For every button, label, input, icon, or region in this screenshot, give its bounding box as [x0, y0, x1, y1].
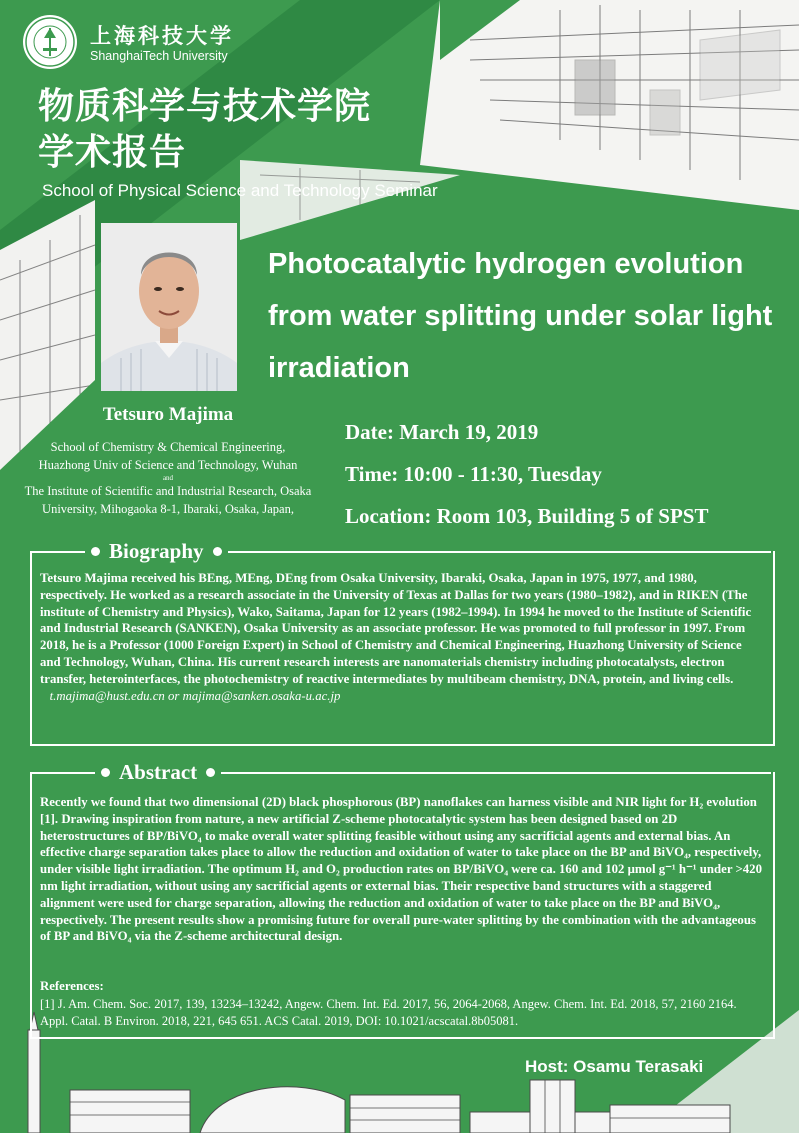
host-name: Host: Osamu Terasaki — [525, 1057, 704, 1076]
speaker-email: t.majima@hust.edu.cn or majima@sanken.osaka-u.ac.jp — [49, 688, 341, 703]
talk-location: Location: Room 103, Building 5 of SPST — [345, 504, 709, 528]
abstract-heading — [95, 760, 221, 785]
affiliation-1: School of Chemistry & Chemical Engineering, Huazhong Univ of Science and Technology, Wuhan — [38, 440, 298, 472]
bullet-dot — [213, 547, 222, 556]
talk-title: Photocatalytic hydrogen evolution from water splitting under solar light irradiation — [268, 248, 773, 384]
speaker-name: Tetsuro Majima — [102, 404, 234, 425]
references-text: [1] J. Am. Chem. Soc. 2017, 139, 13234–13242, Angew. Chem. Int. Ed. 2017, 56, 2064-2068, Angew. Chem. Int. Ed. 2018, 57, 2160 2164. Appl. Catal. B Environ. 2018, 221, 645 651. ACS Catal. 2019, DOI: 10.1021/acscatal.8b05081. — [40, 997, 737, 1028]
bullet-dot — [101, 768, 110, 777]
school-name-cn: 物质科学与技术学院 学术报告 — [38, 86, 372, 173]
seminar-subtitle: School of Physical Science and Technology Seminar — [42, 181, 438, 200]
affiliation-2: The Institute of Scientific and Industrial Research, Osaka University, Mihogaoka 8-1, Ibaraki, Osaka, Japan, — [24, 484, 312, 516]
biography-heading — [85, 539, 228, 564]
speaker-photo — [101, 223, 237, 391]
talk-time: Time: 10:00 - 11:30, Tuesday — [345, 462, 602, 486]
speaker-affiliation — [0, 438, 336, 518]
university-name-cn: 上海科技大学 — [90, 24, 234, 48]
biography-heading-label: Biography — [109, 539, 204, 563]
biography-body: Tetsuro Majima received his BEng, MEng, DEng from Osaka University, Ibaraki, Osaka, Japan in 1975, 1977, and 1980, respectively. He worked as a research associate in the University of Texas at Dallas for two years (1980–1982), and in RIKEN (The institute of Chemistry and Physics), Wako, Saitama, Japan for 12 years (1982–1994). In 1994 he moved to the Institute of Scientific and Industrial Research (SANKEN), Osaka University as an associate professor. He was promoted to full professor in 1997. From 2018, he is a Professor (1000 Foreign Expert) in School of Chemistry and Chemical Engineering, Huazhong University of Science and Technology, Wuhan, China. His current research interests are nanomaterials chemistry including photocatalysts, electron transfer, heterointerfaces, the photochemistry of reactive intermediates by multibeam chemistry, DNA, protein, and living cells. — [40, 571, 752, 686]
bullet-dot — [91, 547, 100, 556]
abstract-text: Recently we found that two dimensional (2D) black phosphorous (BP) nanoflakes can harness visible and NIR light for H₂ evolution [1]. Drawing inspiration from nature, a new artificial Z-scheme photocatalytic system has been designed based on 2D heterostructures of BP/BiVO₄ to make overall water splitting feasible without using any sacrificial agents and external bias. An effective charge separation takes place to allow the reduction and oxidation of water to take place on the BP and BiVO₄, respectively, under visible light irradiation. The optimum H₂ and O₂ production rates on BP/BiVO₄ were ca. 160 and 102 μmol g⁻¹ h⁻¹ under >420 nm light irradiation, without using any sacrificial agents or external bias. Their respective band structures with a staggered alignment were used for charge separation, allowing the reduction and oxidation of water to take place on the BP and BiVO₄, respectively. The present results show a promising future for overall pure-water splitting by the combination with the advantageous of BP and BiVO₄ via the Z-scheme architectural design. — [40, 795, 762, 944]
biography-text — [40, 570, 762, 704]
talk-date: Date: March 19, 2019 — [345, 420, 539, 444]
affiliation-and: and — [162, 474, 174, 482]
university-logo — [22, 14, 78, 70]
references-label: References: — [40, 979, 104, 993]
abstract-heading-label: Abstract — [119, 760, 198, 784]
bullet-dot — [206, 768, 215, 777]
university-name-en: ShanghaiTech University — [90, 49, 228, 63]
